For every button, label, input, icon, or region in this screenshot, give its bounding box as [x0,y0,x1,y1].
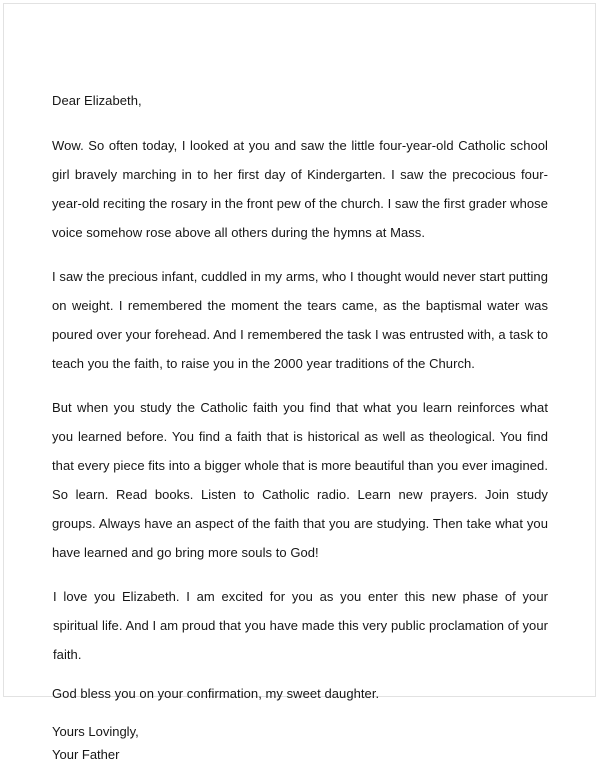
letter-content [52,86,548,766]
letter-signature: Your Father [52,747,120,762]
letter-greeting: Dear Elizabeth, [52,93,142,108]
letter-blessing: God bless you on your confirmation, my sweet daughter. [52,686,380,701]
letter-signature-block [52,720,548,766]
letter-paragraph-3: But when you study the Catholic faith you find that what you learn reinforces what you learned before. You find a faith that is historical as well as theological. You find that every piece fits into a bigger whole that is more beautiful than you ever imagined. So learn. Read books. Listen to Catholic radio. Learn new prayers. Join study groups. Always have an aspect of the faith that you are studying. Then take what you have learned and go bring more souls to God! [52,400,548,560]
letter-closing-paragraph: I love you Elizabeth. I am excited for you as you enter this new phase of your spiritual life. And I am proud that you have made this very public proclamation of your faith. [53,589,548,662]
letter-paragraph-1: Wow. So often today, I looked at you and saw the little four-year-old Catholic school girl bravely marching in to her first day of Kindergarten. I saw the precocious four-year-old reciting the rosary in the front pew of the church. I saw the first grader whose voice somehow rose above all others during the hymns at Mass. [52,138,548,240]
letter-signoff: Yours Lovingly, [52,724,139,739]
letter-paragraph-2: I saw the precious infant, cuddled in my arms, who I thought would never start putting on weight. I remembered the moment the tears came, as the baptismal water was poured over your forehead. And I remembered the task I was entrusted with, a task to teach you the faith, to raise you in the 2000 year traditions of the Church. [52,269,548,371]
